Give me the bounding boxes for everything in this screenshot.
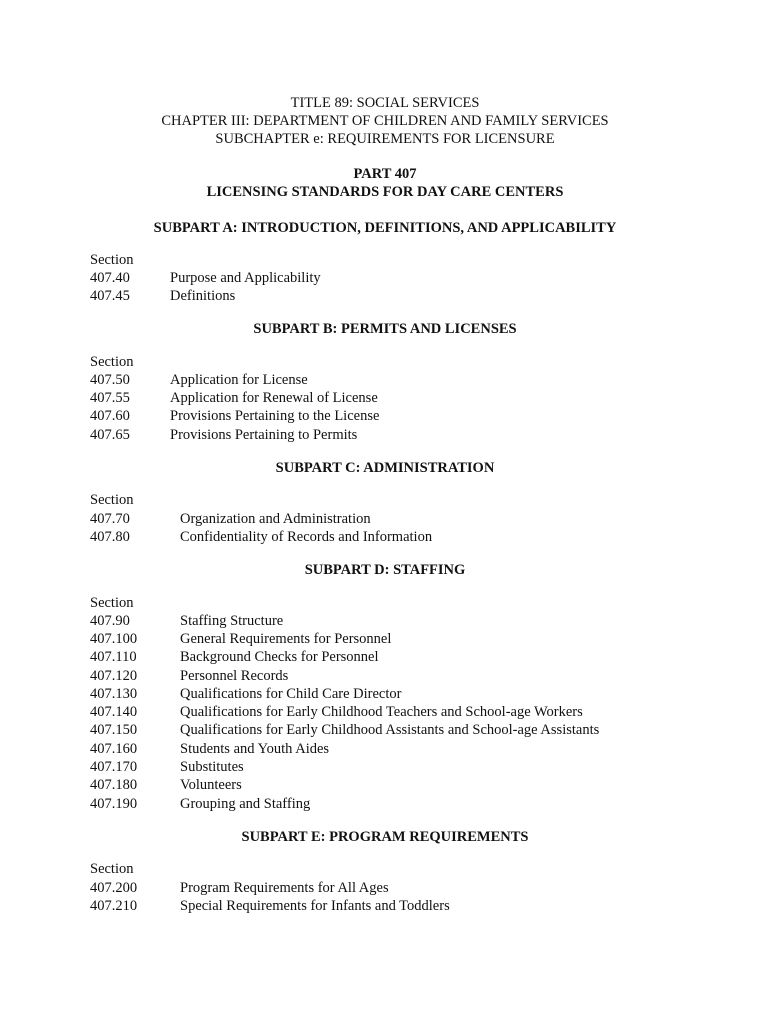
subpart-d-heading: SUBPART D: STAFFING	[304, 562, 466, 578]
section-number: 407.190	[90, 796, 138, 812]
section-number: 407.110	[90, 649, 137, 665]
section-number: 407.160	[90, 741, 138, 757]
section-title: Qualifications for Child Care Director	[180, 686, 402, 702]
section-title: Provisions Pertaining to the License	[170, 408, 380, 424]
section-row	[90, 630, 392, 648]
section-row	[90, 389, 378, 407]
subchapter-line: SUBCHAPTER e: REQUIREMENTS FOR LICENSURE	[215, 131, 555, 147]
section-row	[90, 897, 450, 915]
section-title: Substitutes	[180, 759, 244, 775]
section-number: 407.130	[90, 686, 138, 702]
section-title: Definitions	[170, 288, 236, 304]
section-title: Grouping and Staffing	[180, 796, 311, 812]
section-row	[90, 371, 308, 389]
section-row	[90, 758, 244, 776]
section-title: Special Requirements for Infants and Toddlers	[180, 898, 450, 914]
section-number: 407.70	[90, 511, 130, 527]
section-title: Personnel Records	[180, 668, 289, 684]
section-label: Section	[90, 354, 134, 370]
section-title: Qualifications for Early Childhood Assistants and School-age Assistants	[180, 722, 600, 738]
section-row	[90, 685, 402, 703]
section-row	[90, 510, 371, 528]
section-row	[90, 776, 242, 794]
subpart-e-heading: SUBPART E: PROGRAM REQUIREMENTS	[241, 829, 529, 845]
section-title: Qualifications for Early Childhood Teachers and School-age Workers	[180, 704, 583, 720]
section-number: 407.140	[90, 704, 138, 720]
section-title: Application for Renewal of License	[170, 390, 378, 406]
subpart-a-heading: SUBPART A: INTRODUCTION, DEFINITIONS, AND APPLICABILITY	[153, 220, 617, 236]
section-row	[90, 740, 330, 758]
section-title: Purpose and Applicability	[170, 270, 321, 286]
section-row	[90, 667, 289, 685]
section-number: 407.55	[90, 390, 130, 406]
section-number: 407.45	[90, 288, 130, 304]
section-number: 407.60	[90, 408, 130, 424]
section-number: 407.170	[90, 759, 138, 775]
section-row	[90, 795, 311, 813]
section-number: 407.210	[90, 898, 138, 914]
section-label: Section	[90, 252, 134, 268]
section-number: 407.40	[90, 270, 130, 286]
section-number: 407.50	[90, 372, 130, 388]
section-title: Volunteers	[180, 777, 242, 793]
title-line: TITLE 89: SOCIAL SERVICES	[290, 95, 480, 111]
section-number: 407.65	[90, 427, 130, 443]
section-label: Section	[90, 861, 134, 877]
section-title: Provisions Pertaining to Permits	[170, 427, 358, 443]
section-number: 407.80	[90, 529, 130, 545]
section-title: Organization and Administration	[180, 511, 371, 527]
section-number: 407.120	[90, 668, 138, 684]
section-label: Section	[90, 595, 134, 611]
section-title: Background Checks for Personnel	[180, 649, 379, 665]
section-title: General Requirements for Personnel	[180, 631, 392, 647]
section-number: 407.100	[90, 631, 138, 647]
section-row	[90, 426, 358, 444]
section-row	[90, 879, 389, 897]
section-label: Section	[90, 492, 134, 508]
section-row	[90, 612, 284, 630]
section-number: 407.90	[90, 613, 130, 629]
subpart-c-heading: SUBPART C: ADMINISTRATION	[275, 460, 495, 476]
section-row	[90, 269, 321, 287]
section-number: 407.200	[90, 880, 138, 896]
section-number: 407.180	[90, 777, 138, 793]
section-row	[90, 407, 380, 425]
subpart-b-heading: SUBPART B: PERMITS AND LICENSES	[253, 321, 517, 337]
section-title: Confidentiality of Records and Information	[180, 529, 433, 545]
section-title: Staffing Structure	[180, 613, 284, 629]
section-row	[90, 528, 433, 546]
section-row	[90, 648, 379, 666]
part-title: LICENSING STANDARDS FOR DAY CARE CENTERS	[206, 184, 564, 200]
section-title: Application for License	[170, 372, 308, 388]
section-number: 407.150	[90, 722, 138, 738]
section-row	[90, 703, 583, 721]
section-title: Students and Youth Aides	[180, 741, 330, 757]
section-title: Program Requirements for All Ages	[180, 880, 389, 896]
section-row	[90, 287, 236, 305]
part-number: PART 407	[353, 166, 417, 182]
section-row	[90, 721, 600, 739]
chapter-line: CHAPTER III: DEPARTMENT OF CHILDREN AND FAMILY SERVICES	[161, 113, 609, 129]
